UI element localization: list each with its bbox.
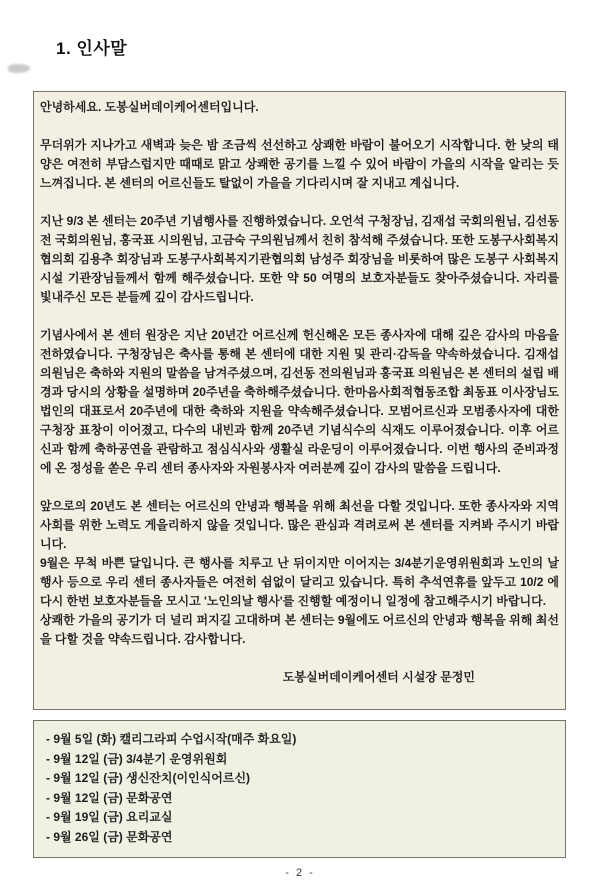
greeting-paragraph-anniversary-event: 지난 9/3 본 센터는 20주년 기념행사를 진행하였습니다. 오언석 구청장님, 김재섭 국회의원님, 김선동 전 국회의원님, 홍국표 시의원님, 고금숙 구의원님께서 친히 참석해 주셨습니다. 또한 도봉구사회복지협의회 김용추 회장님과 도봉구사회복지기관협의회 남성주 회장님을 비롯하여 많은 도봉구 사회복지시설 기관장님들께서 함께 해주셨습니다. 또한 약 50 여명의 보호자분들도 찾아주셨습니다. 자리를 빛내주신 모든 분들께 깊이 감사드립니다. (40, 214, 559, 304)
greeting-paragraph-ceremony: 기념사에서 본 센터 원장은 지난 20년간 어르신께 헌신해온 모든 종사자에 대해 깊은 감사의 마음을 전하였습니다. 구청장님은 축사를 통해 본 센터에 대한 지원 및 관리·감독을 약속하셨습니다. 김재섭 의원님은 축하와 지원의 말씀을 남겨주셨으며, 김선동 전의원님과 홍국표 의원님은 본 센터의 설립 배경과 당시의 상황을 설명하며 20주년을 축하해주셨습니다. 한마음사회적협동조합 최동표 이사장님도 법인의 대표로서 20주년에 대한 축하와 지원을 약속해주셨습니다. 모범어르신과 모범종사자에 대한 구청장 표창이 이어졌고, 다수의 내빈과 함께 20주년 기념식수의 식재도 이루어졌습니다. 이후 어르신과 함께 축하공연을 관람하고 점심식사와 생활실 라운딩이 이루어졌습니다. 이번 행사의 준비과정에 온 정성을 쏟은 우리 센터 종사자와 자원봉사자 여러분께 깊이 감사의 말씀을 드립니다. (40, 328, 559, 475)
schedule-item: - 9월 19일 (금) 요리교실 (46, 810, 173, 824)
greeting-paragraph-intro: 안녕하세요. 도봉실버데이케어센터입니다. (40, 100, 259, 114)
scan-artifact (8, 64, 30, 73)
greeting-paragraph-autumn: 무더위가 지나가고 새벽과 늦은 밤 조금씩 선선하고 상쾌한 바람이 불어오기 시작합니다. 한 낮의 태양은 여전히 부담스럽지만 때때로 맑고 상쾌한 공기를 느낄 수 있어 바람이 가을의 시작을 알리는 듯 느껴집니다. 본 센터의 어르신들도 탈없이 가을을 기다리시며 잘 지내고 계십니다. (40, 138, 559, 190)
schedule-item: - 9월 5일 (화) 캘리그라피 수업시작(매주 화요일) (46, 732, 297, 746)
page-title: 1. 인사말 (56, 39, 128, 58)
greeting-paragraph-future: 앞으로의 20년도 본 센터는 어르신의 안녕과 행복을 위해 최선을 다할 것입니다. 또한 종사자와 지역사회를 위한 노력도 게을리하지 않을 것입니다. 많은 관심과 격려로써 본 센터를 지켜봐 주시기 바랍니다. (40, 499, 559, 551)
schedule-item: - 9월 26일 (금) 문화공연 (46, 829, 173, 844)
schedule-item: - 9월 12일 (금) 생신잔치(이인식어르신) (46, 771, 251, 785)
signature-line: 도봉실버데이케어센터 시설장 문정민 (282, 670, 475, 684)
schedule-item: - 9월 12일 (금) 3/4분기 운영위원회 (46, 751, 228, 766)
document-page (0, 34, 600, 882)
greeting-box (33, 91, 566, 710)
greeting-paragraph-closing: 상쾌한 가을의 공기가 더 널리 퍼지길 고대하며 본 센터는 9월에도 어르신의 안녕과 행복을 위해 최선을 다할 것을 약속드립니다. 감사합니다. (40, 613, 559, 646)
schedule-box (33, 720, 566, 858)
schedule-item: - 9월 12일 (금) 문화공연 (46, 790, 173, 805)
greeting-paragraph-september: 9월은 무척 바쁜 달입니다. 큰 행사를 치루고 난 뒤이지만 이어지는 3/4분기운영위원회과 노인의 날 행사 등으로 우리 센터 종사자들은 여전히 쉼없이 달리고 있습니다. 특히 추석연휴를 앞두고 10/2 에 다시 한번 보호자분들을 모시고 '노인의날 행사'를 진행할 예정이니 일정에 참고해주시기 바랍니다. (40, 556, 559, 608)
page-number: - 2 - (285, 867, 315, 879)
